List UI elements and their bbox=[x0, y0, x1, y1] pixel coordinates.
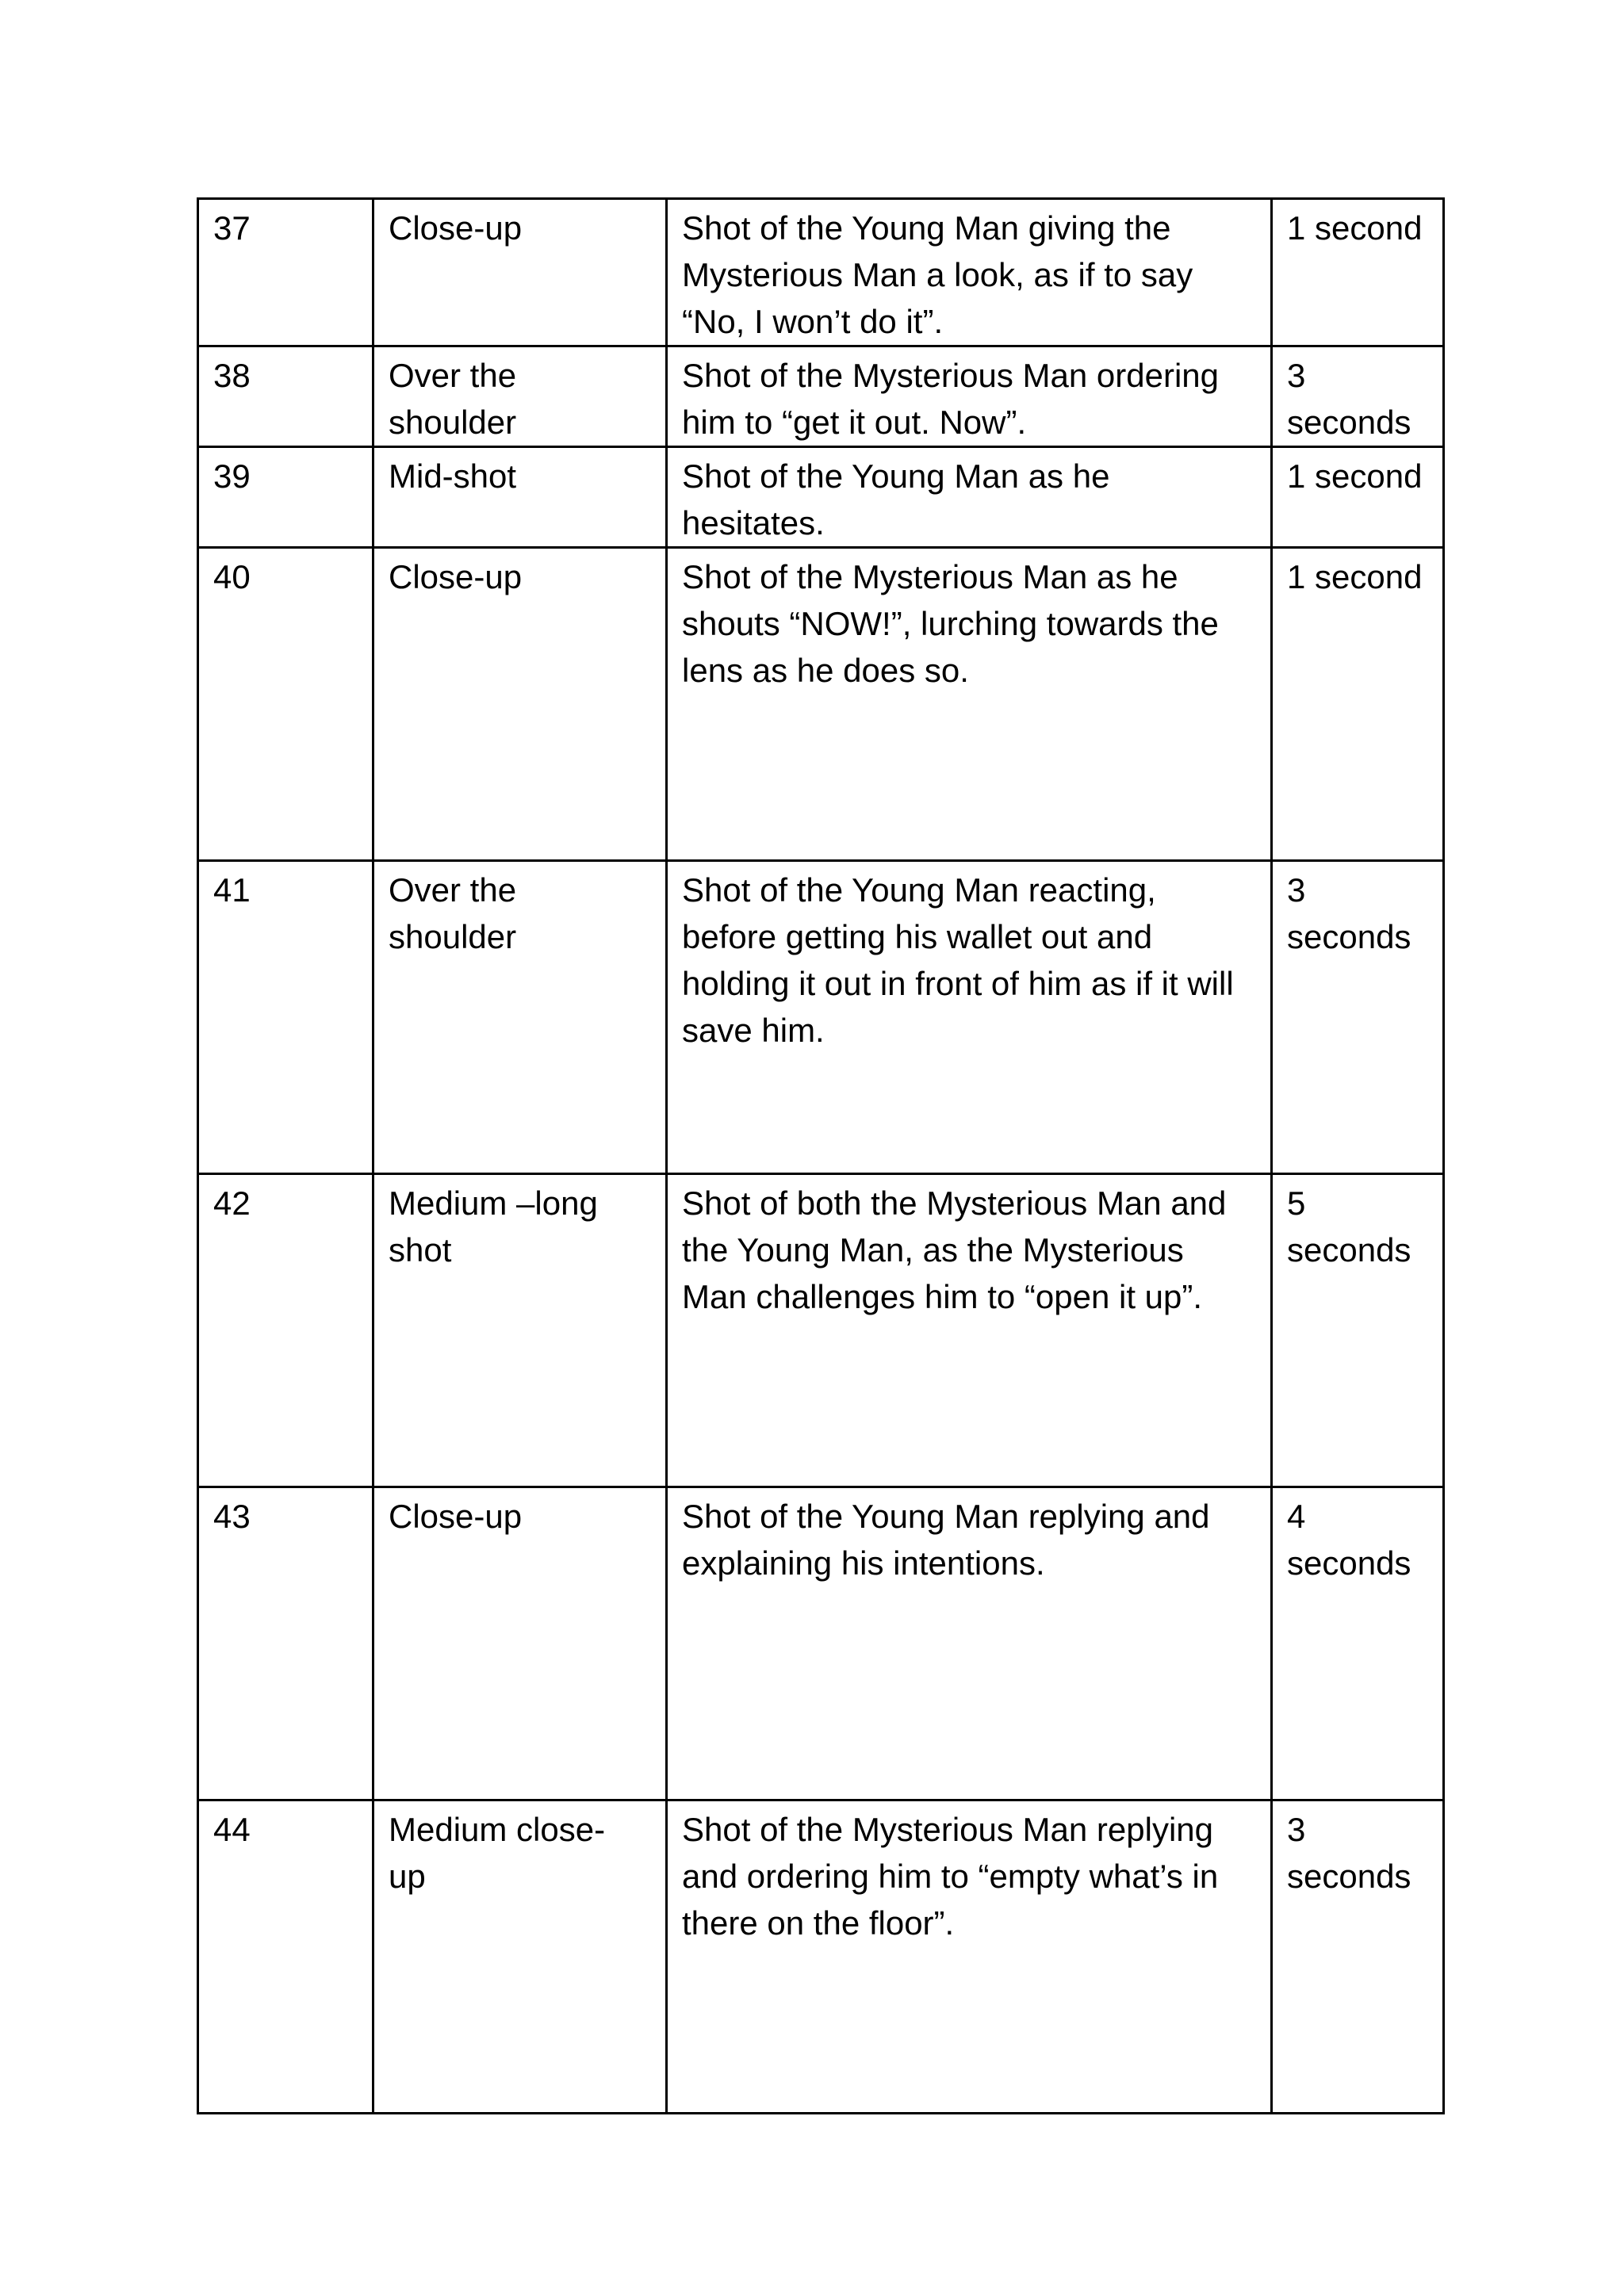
shot-description-cell: Shot of the Mysterious Man replying and ordering him to “empty what’s in there on the floor”. bbox=[667, 1800, 1272, 2114]
shot-number-cell: 40 bbox=[198, 548, 373, 861]
table-row bbox=[198, 199, 1444, 346]
shot-number-cell: 38 bbox=[198, 346, 373, 447]
shot-description-cell: Shot of the Young Man reacting, before getting his wallet out and holding it out in front of him as if it will save him. bbox=[667, 861, 1272, 1174]
shot-description-cell: Shot of the Mysterious Man as he shouts “NOW!”, lurching towards the lens as he does so. bbox=[667, 548, 1272, 861]
shot-type-cell: Medium –long shot bbox=[373, 1174, 667, 1487]
table-row bbox=[198, 1174, 1444, 1487]
shot-type-cell: Close-up bbox=[373, 1487, 667, 1800]
shot-duration-cell: 1 second bbox=[1272, 548, 1444, 861]
shot-description-cell: Shot of the Mysterious Man ordering him to “get it out. Now”. bbox=[667, 346, 1272, 447]
shot-type-cell: Mid-shot bbox=[373, 447, 667, 548]
table-row bbox=[198, 548, 1444, 861]
shot-description-cell: Shot of the Young Man giving the Mysterious Man a look, as if to say “No, I won’t do it”. bbox=[667, 199, 1272, 346]
shot-number-cell: 44 bbox=[198, 1800, 373, 2114]
shot-type-cell: Over the shoulder bbox=[373, 861, 667, 1174]
table-row bbox=[198, 1487, 1444, 1800]
table-row bbox=[198, 861, 1444, 1174]
shot-number-cell: 39 bbox=[198, 447, 373, 548]
shot-type-cell: Close-up bbox=[373, 548, 667, 861]
shot-description-cell: Shot of the Young Man as he hesitates. bbox=[667, 447, 1272, 548]
shot-duration-cell: 5 seconds bbox=[1272, 1174, 1444, 1487]
shot-description-cell: Shot of both the Mysterious Man and the Young Man, as the Mysterious Man challenges him to “open it up”. bbox=[667, 1174, 1272, 1487]
shot-description-cell: Shot of the Young Man replying and explaining his intentions. bbox=[667, 1487, 1272, 1800]
shot-type-cell: Over the shoulder bbox=[373, 346, 667, 447]
shot-duration-cell: 3 seconds bbox=[1272, 861, 1444, 1174]
shot-type-cell: Medium close- up bbox=[373, 1800, 667, 2114]
table-row bbox=[198, 447, 1444, 548]
shot-duration-cell: 4 seconds bbox=[1272, 1487, 1444, 1800]
table-row bbox=[198, 1800, 1444, 2114]
shot-duration-cell: 1 second bbox=[1272, 199, 1444, 346]
shot-number-cell: 37 bbox=[198, 199, 373, 346]
shot-type-cell: Close-up bbox=[373, 199, 667, 346]
shot-duration-cell: 3 seconds bbox=[1272, 346, 1444, 447]
shot-number-cell: 42 bbox=[198, 1174, 373, 1487]
shot-duration-cell: 3 seconds bbox=[1272, 1800, 1444, 2114]
table-row bbox=[198, 346, 1444, 447]
shot-number-cell: 43 bbox=[198, 1487, 373, 1800]
shot-number-cell: 41 bbox=[198, 861, 373, 1174]
shot-duration-cell: 1 second bbox=[1272, 447, 1444, 548]
shot-list-table bbox=[197, 197, 1445, 2114]
